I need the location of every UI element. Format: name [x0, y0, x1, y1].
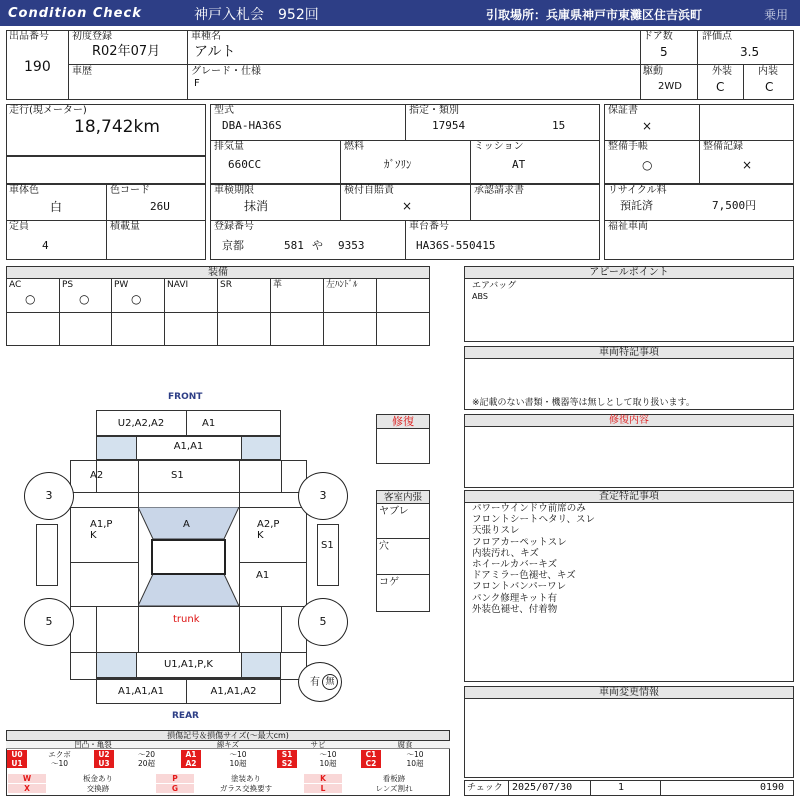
mileage-label: 走行(現メーター) — [9, 105, 87, 116]
equip-ps-label: PS — [62, 280, 74, 290]
plate-number: 9353 — [338, 239, 365, 252]
legend-cell: C1 — [361, 750, 381, 759]
recycle-status: 預託済 — [620, 199, 653, 212]
mileage-value: 18,742km — [74, 117, 160, 137]
legend-cell: 〜10 — [50, 759, 69, 768]
legend-cell: 板金あり — [83, 774, 113, 783]
fuel-label: 燃料 — [344, 141, 364, 152]
legend-col-corr: 腐食 — [397, 740, 413, 749]
plate-class: 581 — [284, 239, 304, 252]
first-reg-label: 初度登録 — [72, 31, 112, 42]
inspect-line: パワーウインドウ前席のみ — [472, 503, 586, 514]
first-reg-value: R02年07月 — [92, 44, 161, 59]
capacity-value: 4 — [42, 239, 49, 252]
class-value: 15 — [552, 119, 566, 132]
legend-cell: A2 — [181, 759, 201, 768]
legend-cell: 看板跡 — [382, 774, 406, 783]
legend-cell: U3 — [94, 759, 114, 768]
approval-label: 承認請求書 — [474, 185, 524, 196]
mark-hood-front: A1,A1 — [173, 441, 204, 452]
int-label: 内装 — [758, 66, 778, 77]
mark-door-rear-right: A1 — [256, 570, 270, 581]
legend-cell: 20超 — [137, 759, 156, 768]
ext-label: 外装 — [712, 66, 732, 77]
equip-pw-mark: ○ — [131, 292, 142, 306]
inspect-line: 内装汚れ、キズ — [472, 547, 539, 559]
legend-col-sabi: サビ — [310, 740, 326, 749]
legend-cell: 〜10 — [319, 750, 337, 759]
drive-value: 2WD — [658, 81, 682, 92]
mark-front-bumper-right: A1 — [202, 418, 216, 429]
mark-rear-bumper-left: A1,A1,A1 — [118, 686, 164, 697]
legend-cols — [6, 741, 450, 749]
repair-title: 修復内容 — [465, 415, 793, 427]
mark-windshield: A — [183, 519, 190, 530]
load-label: 積載量 — [110, 221, 140, 232]
color-label: 車体色 — [9, 185, 39, 196]
manual-value: ○ — [642, 158, 653, 172]
spare-label: 有 — [310, 677, 320, 688]
legend-grid — [6, 750, 450, 796]
legend-cell: X — [8, 784, 46, 793]
legend-cell: P — [156, 774, 194, 783]
type-value: DBA-HA36S — [222, 119, 282, 132]
cabin-tear: ヤブレ — [379, 506, 409, 517]
grade-value: F — [194, 78, 200, 89]
tire-front-right — [298, 472, 348, 520]
plate-area: 京都 — [222, 239, 244, 252]
legend-cell: U1 — [7, 759, 27, 768]
type-label: 型式 — [214, 105, 234, 116]
mileage-sub-box — [6, 156, 206, 184]
drive-label: 駆動 — [643, 66, 663, 77]
manual-label: 整備手帳 — [608, 141, 648, 152]
legend-cell: G — [156, 784, 194, 793]
equip-sr-label: SR — [220, 280, 232, 290]
mission-label: ミッション — [474, 141, 524, 152]
inspect-line: 外装色褪せ、付着物 — [472, 603, 558, 615]
special-title: 車両特記事項 — [465, 347, 793, 359]
legend-cell: S1 — [277, 750, 297, 759]
equipment-title: 装備 — [7, 267, 429, 279]
insurance-label: 検付自賠責 — [344, 185, 394, 196]
legend-cell: L — [304, 784, 342, 793]
rear-label: REAR — [172, 711, 199, 721]
legend-cell: 塗装あり — [231, 774, 261, 783]
mark-trunk-lid: U1,A1,P,K — [163, 659, 213, 670]
legend-cell: C2 — [361, 759, 381, 768]
equip-pw-label: PW — [114, 280, 129, 290]
inspect-line: フロアカーペットスレ — [472, 536, 567, 548]
legend-cell: 〜10 — [229, 750, 247, 759]
recycle-fee: 7,500円 — [712, 199, 757, 212]
equip-ac-label: AC — [9, 280, 22, 290]
equip-navi-label: NAVI — [167, 280, 189, 290]
inspection-label: 車検期限 — [214, 185, 254, 196]
equip-ps-mark: ○ — [79, 292, 90, 306]
header-bar — [0, 0, 800, 26]
tire-front-left — [24, 472, 74, 520]
designation-label: 指定・類別 — [409, 105, 459, 116]
mark-hood: S1 — [171, 470, 184, 481]
legend-cell: U2 — [94, 750, 114, 759]
inspection-value: 抹消 — [244, 199, 269, 213]
appeal-title: アピールポイント — [465, 267, 793, 279]
header-category: 乗用 — [764, 8, 789, 22]
right-side-box — [317, 524, 339, 586]
displacement-label: 排気量 — [214, 141, 244, 152]
appeal-line-2: ABS — [472, 292, 488, 301]
check-id: 0190 — [760, 782, 785, 793]
inspect-line: ドアミラー色褪せ、キズ — [472, 570, 576, 582]
doors-label: ドア数 — [643, 31, 673, 42]
inspect-line: パンク修理キット有 — [472, 592, 558, 604]
check-num: 1 — [618, 782, 625, 793]
chassis-label: 車台番号 — [409, 221, 449, 232]
legend-cell: 交換跡 — [86, 784, 110, 793]
legend-title: 損傷記号＆損傷サイズ(〜最大cm) — [7, 731, 449, 741]
mark-rear-bumper-right: A1,A1,A2 — [210, 686, 257, 697]
legend-cell: U0 — [7, 750, 27, 759]
tire-rl-value: 5 — [45, 615, 53, 628]
spare-mark-text: 無 — [325, 677, 335, 687]
record-label: 整備記録 — [703, 141, 743, 152]
legend-cell: エクボ — [48, 750, 71, 759]
repair-box-title: 修復 — [377, 415, 429, 429]
equip-ac-mark: ○ — [25, 292, 36, 306]
lot-number: 190 — [24, 59, 51, 75]
cabin-trim-title: 客室内張 — [377, 491, 429, 504]
front-label: FRONT — [168, 392, 203, 402]
legend-cell: 〜10 — [406, 750, 424, 759]
check-date: 2025/07/30 — [512, 782, 573, 793]
model-name-label: 車種名 — [191, 31, 221, 42]
legend-col-scratch: 線キズ — [216, 740, 240, 749]
special-note: ※記載のない書類・機器等は無しとして取り扱います。 — [472, 398, 695, 408]
mark-side-right: S1 — [321, 540, 334, 551]
plate-kana: や — [312, 239, 323, 252]
inspect-line: フロントバンパーワレ — [472, 581, 567, 593]
left-side-box — [36, 524, 58, 586]
chassis-value: HA36S-550415 — [416, 239, 496, 252]
inspect-lines — [472, 503, 595, 615]
capacity-label: 定員 — [9, 221, 29, 232]
legend-cell: A1 — [181, 750, 201, 759]
tire-fr-value: 3 — [319, 489, 327, 502]
header-title: Condition Check — [8, 6, 142, 21]
grade-label: グレード・仕様 — [191, 66, 261, 77]
legend-cell: 10超 — [229, 759, 247, 768]
history-label: 車歴 — [72, 66, 92, 77]
header-auction: 神戸入札会 952回 — [194, 7, 319, 23]
check-label: チェック — [467, 783, 503, 793]
mark-fender-left: A2 — [90, 470, 104, 481]
mark-door-front-left: A1,P K — [90, 519, 113, 541]
int-value: C — [765, 80, 774, 94]
score-value: 3.5 — [740, 45, 760, 59]
legend-cell: 10超 — [319, 759, 337, 768]
welfare-label: 福祉車両 — [608, 221, 648, 232]
score-label: 評価点 — [702, 31, 732, 42]
lot-label: 出品番号 — [9, 31, 49, 42]
legend-cell: ガラス交換要す — [219, 784, 273, 793]
plate-label: 登録番号 — [214, 221, 254, 232]
recycle-label: リサイクル料 — [608, 185, 667, 196]
warranty-value: × — [642, 119, 653, 133]
legend-cell: K — [304, 774, 342, 783]
designation-value: 17954 — [432, 119, 466, 132]
record-value: × — [742, 158, 753, 172]
spare-mark — [322, 674, 338, 690]
inspect-line: フロントシートヘタリ、スレ — [472, 514, 596, 526]
warranty-label: 保証書 — [608, 105, 638, 116]
legend-col-dent: 凹凸・亀裂 — [74, 740, 112, 749]
legend-cell: S2 — [277, 759, 297, 768]
legend-cell: 〜20 — [137, 750, 156, 759]
inspect-line: 天張りスレ — [472, 525, 520, 537]
cabin-burn: コゲ — [379, 577, 399, 588]
change-title: 車両変更情報 — [465, 687, 793, 699]
model-name: アルト — [194, 44, 236, 60]
color-code-label: 色コード — [110, 185, 150, 196]
cabin-hole: 穴 — [379, 541, 389, 552]
inspect-line: ホイールカバーキズ — [472, 559, 558, 571]
fuel-value: ｶﾞｿﾘﾝ — [384, 158, 412, 171]
tire-fl-value: 3 — [45, 489, 53, 502]
doors-value: 5 — [660, 45, 668, 59]
legend-cell: W — [8, 774, 46, 783]
legend-cell: 10超 — [406, 759, 424, 768]
mission-value: AT — [512, 158, 526, 171]
trunk-label: trunk — [173, 614, 200, 625]
tire-rear-right — [298, 598, 348, 646]
mark-front-bumper-left: U2,A2,A2 — [117, 418, 165, 429]
insurance-value: × — [402, 199, 413, 213]
equip-leather-label: 革 — [273, 280, 283, 290]
header-pickup: 引取場所：兵庫県神戸市東灘区住吉浜町 — [486, 8, 703, 22]
mark-door-front-right: A2,P K — [257, 519, 280, 541]
change-panel — [464, 686, 794, 778]
ext-value: C — [716, 80, 725, 94]
tire-rr-value: 5 — [319, 615, 327, 628]
color-value: 白 — [50, 200, 63, 214]
displacement-value: 660CC — [228, 158, 262, 171]
tire-rear-left — [24, 598, 74, 646]
legend-cell: レンズ割れ — [375, 784, 413, 793]
inspect-title: 査定特記事項 — [465, 491, 793, 503]
color-code-value: 26U — [150, 200, 170, 213]
appeal-line-1: エアバッグ — [472, 281, 517, 291]
equip-lhd-label: 左ﾊﾝﾄﾞﾙ — [326, 280, 358, 290]
